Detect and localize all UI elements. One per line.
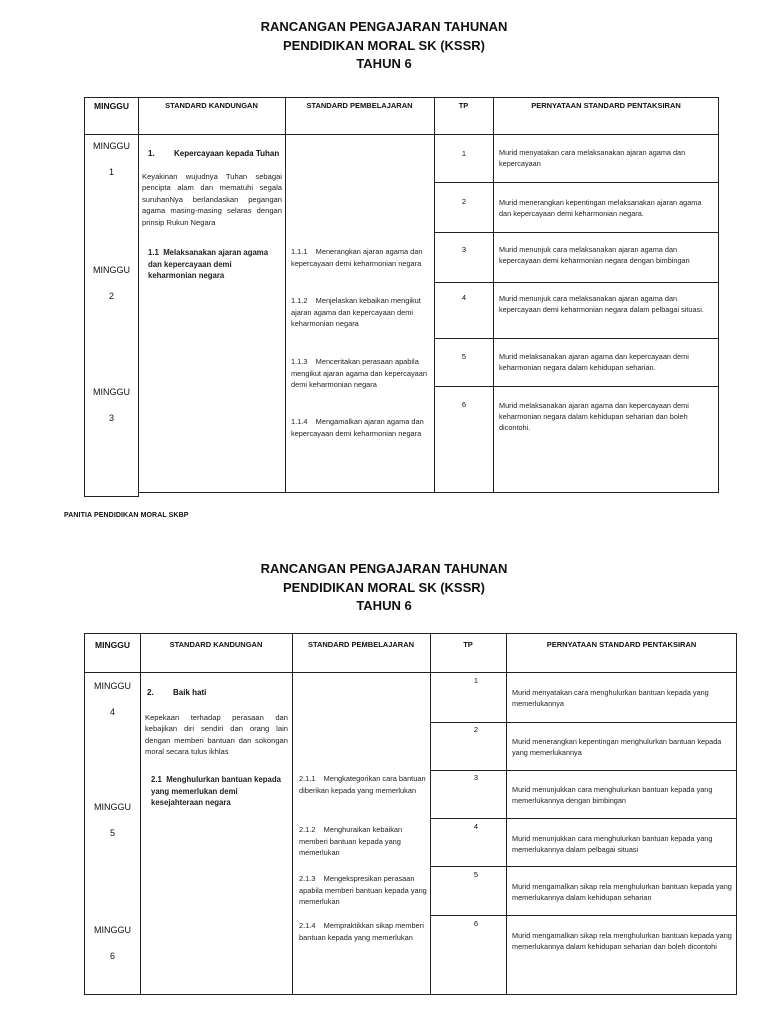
week-label: MINGGU: [93, 387, 130, 397]
week-cell: [84, 140, 139, 178]
pembelajaran-text: Menerangkan ajaran agama dan kepercayaan demi keharmonian negara: [291, 247, 423, 268]
pembelajaran-code: 2.1.1: [299, 774, 316, 783]
col-header-standard-kandungan: STANDARD KANDUNGAN: [169, 640, 263, 649]
col-header-standard-kandungan: STANDARD KANDUNGAN: [165, 101, 258, 110]
col-divider: [434, 97, 435, 493]
pembelajaran-text: Menceritakan perasaan apabila mengikut ajaran agama dan kepercayaan demi keharmonian negara: [291, 357, 427, 389]
week-cell: [84, 386, 139, 424]
kandungan-number: 2.: [147, 688, 154, 697]
pembelajaran-code: 2.1.2: [299, 825, 316, 834]
pembelajaran-code: 2.1.4: [299, 921, 316, 930]
col-divider: [430, 633, 431, 995]
heading-year: TAHUN 6: [356, 56, 412, 71]
kandungan-description: Kepekaan terhadap perasaan dan kebajikan diri sendiri dan orang lain dengan memberi bantuan dan sokongan moral secara tulus ikhlas: [145, 713, 288, 757]
week-number: 3: [108, 413, 114, 423]
pernyataan-text: Murid menerangkan kepentingan menghulurkan bantuan kepada yang memerlukannya: [512, 737, 722, 757]
week-label: MINGGU: [94, 681, 131, 691]
kandungan-title: [147, 688, 206, 697]
week-cell: [84, 801, 141, 839]
pembelajaran-text: Mempraktikkan sikap memberi bantuan kepada yang memerlukan: [299, 921, 424, 942]
tp-level: 5: [473, 870, 479, 879]
pembelajaran-item: [299, 824, 427, 859]
row-divider: [430, 770, 737, 771]
pembelajaran-text: Menjelaskan kebaikan mengikut ajaran agama dan kepercayaan demi keharmonian negara: [291, 296, 421, 328]
header-divider: [138, 134, 719, 135]
kandungan-title-text: Kepercayaan kepada Tuhan: [174, 149, 280, 158]
kandungan-subtopic: [148, 247, 282, 282]
row-divider: [434, 386, 719, 387]
kandungan-subtopic: [151, 774, 287, 809]
kandungan-sub-title: Menghulurkan bantuan kepada yang memerlukan demi kesejahteraan negara: [151, 775, 281, 807]
pembelajaran-item: [291, 356, 431, 391]
col-header-minggu: MINGGU: [95, 640, 130, 650]
week-number: 5: [109, 828, 115, 838]
col-header-tp: TP: [463, 640, 473, 649]
col-header-standard-pembelajaran: STANDARD PEMBELAJARAN: [307, 640, 415, 649]
week-cell: [84, 680, 141, 718]
row-divider: [430, 722, 737, 723]
pembelajaran-code: 1.1.1: [291, 247, 308, 256]
week-label: MINGGU: [93, 265, 130, 275]
pembelajaran-item: [291, 295, 431, 330]
pembelajaran-code: 2.1.3: [299, 874, 316, 883]
heading-subject: PENDIDIKAN MORAL SK (KSSR): [283, 37, 485, 53]
pernyataan-text: Murid menyatakan cara melaksanakan ajaran agama dan kepercayaan: [499, 148, 686, 168]
header-divider: [84, 134, 139, 135]
row-divider: [434, 232, 719, 233]
pernyataan-text: Murid melaksanakan ajaran agama dan kepercayaan demi keharmonian negara dalam kehidupan seharian.: [499, 352, 689, 372]
week-number: 4: [109, 707, 115, 717]
col-header-standard-pembelajaran: STANDARD PEMBELAJARAN: [306, 101, 413, 110]
week-number: 2: [108, 291, 114, 301]
col-header-minggu: MINGGU: [94, 101, 129, 111]
pembelajaran-code: 1.1.3: [291, 357, 308, 366]
tp-level: 6: [473, 919, 479, 928]
week-number: 6: [109, 951, 115, 961]
col-divider: [285, 97, 286, 493]
pernyataan-text: Murid melaksanakan ajaran agama dan kepercayaan demi keharmonian negara dalam kehidupan seharian dan boleh dicontohi.: [499, 401, 689, 432]
week-cell: [84, 924, 141, 962]
col-divider: [506, 633, 507, 995]
pernyataan-text: Murid menunjuk cara melaksanakan ajaran agama dan kepercayaan demi keharmonian negara dengan bimbingan: [499, 245, 690, 265]
col-header-pernyataan: PERNYATAAN STANDARD PENTAKSIRAN: [546, 640, 697, 649]
week-label: MINGGU: [93, 141, 130, 151]
kandungan-sub-number: 1.1: [148, 248, 159, 257]
row-divider: [430, 818, 737, 819]
row-divider: [430, 866, 737, 867]
heading-subject: PENDIDIKAN MORAL SK (KSSR): [283, 579, 485, 595]
page-heading: [0, 560, 768, 616]
pembelajaran-text: Mengkategorikan cara bantuan diberikan kepada yang memerlukan: [299, 774, 426, 795]
pembelajaran-item: [291, 246, 431, 269]
heading-title: RANCANGAN PENGAJARAN TAHUNAN: [260, 561, 508, 576]
tp-level: 5: [461, 352, 467, 361]
kandungan-sub-title: Melaksanakan ajaran agama dan kepercayaan demi keharmonian negara: [148, 248, 269, 280]
col-divider: [493, 97, 494, 493]
row-divider: [434, 182, 719, 183]
page-heading: [0, 18, 768, 74]
week-number: 1: [108, 167, 114, 177]
committee-footer: PANITIA PENDIDIKAN MORAL SKBP: [64, 512, 189, 519]
header-divider: [84, 672, 737, 673]
tp-level: 4: [461, 293, 467, 302]
kandungan-sub-number: 2.1: [151, 775, 162, 784]
pembelajaran-code: 1.1.2: [291, 296, 308, 305]
kandungan-title-text: Baik hati: [173, 688, 207, 697]
tp-level: 3: [461, 245, 467, 254]
col-header-tp: TP: [458, 101, 469, 110]
pembelajaran-item: [299, 873, 427, 908]
kandungan-description: Keyakinan wujudnya Tuhan sebagai pencipta alam dan mematuhi segala suruhanNya berlandaskan pegangan agama masing-masing selaras dengan prinsip Rukun Negara: [142, 172, 282, 227]
week-label: MINGGU: [94, 802, 131, 812]
tp-level: 1: [461, 149, 467, 158]
pembelajaran-code: 1.1.4: [291, 417, 308, 426]
pembelajaran-item: [291, 416, 431, 439]
heading-year: TAHUN 6: [356, 598, 412, 613]
tp-level: 6: [461, 400, 467, 409]
pernyataan-text: Murid menerangkan kepentingan melaksanakan ajaran agama dan kepercayaan demi keharmonian negara.: [499, 198, 702, 218]
pernyataan-text: Murid mengamalkan sikap rela menghulurkan bantuan kepada yang memerlukannya dalam kehidupan seharian: [512, 882, 732, 902]
pernyataan-text: Murid mengamalkan sikap rela menghulurkan bantuan kepada yang memerlukannya dalam kehidupan seharian dan boleh dicontohi: [512, 931, 732, 951]
tp-level: 1: [473, 676, 479, 685]
pernyataan-text: Murid menyatakan cara menghulurkan bantuan kepada yang memerlukannya: [512, 688, 709, 708]
pernyataan-text: Murid menunjuk cara melaksanakan ajaran agama dan kepercayaan demi keharmonian negara dalam pelbagai situasi.: [499, 294, 704, 314]
kandungan-number: 1.: [148, 149, 155, 158]
pembelajaran-text: Mengamalkan ajaran agama dan kepercayaan demi keharmonian negara: [291, 417, 424, 438]
week-cell: [84, 264, 139, 302]
row-divider: [434, 338, 719, 339]
week-label: MINGGU: [94, 925, 131, 935]
col-header-pernyataan: PERNYATAAN STANDARD PENTAKSIRAN: [531, 101, 681, 110]
pembelajaran-item: [299, 920, 427, 943]
pernyataan-text: Murid menunjukkan cara menghulurkan bantuan kepada yang memerlukannya dalam pelbagai situasi: [512, 834, 713, 854]
tp-level: 4: [473, 822, 479, 831]
kandungan-title: [148, 149, 279, 158]
pembelajaran-item: [299, 773, 427, 796]
col-divider: [292, 633, 293, 995]
heading-title: RANCANGAN PENGAJARAN TAHUNAN: [260, 19, 508, 34]
tp-level: 2: [461, 197, 467, 206]
row-divider: [430, 915, 737, 916]
pembelajaran-text: Mengekspresikan perasaan apabila memberi bantuan kepada yang memerlukan: [299, 874, 427, 906]
pernyataan-text: Murid menunjukkan cara menghulurkan bantuan kepada yang memerlukannya dengan bimbingan: [512, 785, 713, 805]
row-divider: [434, 282, 719, 283]
tp-level: 2: [473, 725, 479, 734]
pembelajaran-text: Menghuraikan kebaikan memberi bantuan kepada yang memerlukan: [299, 825, 403, 857]
tp-level: 3: [473, 773, 479, 782]
